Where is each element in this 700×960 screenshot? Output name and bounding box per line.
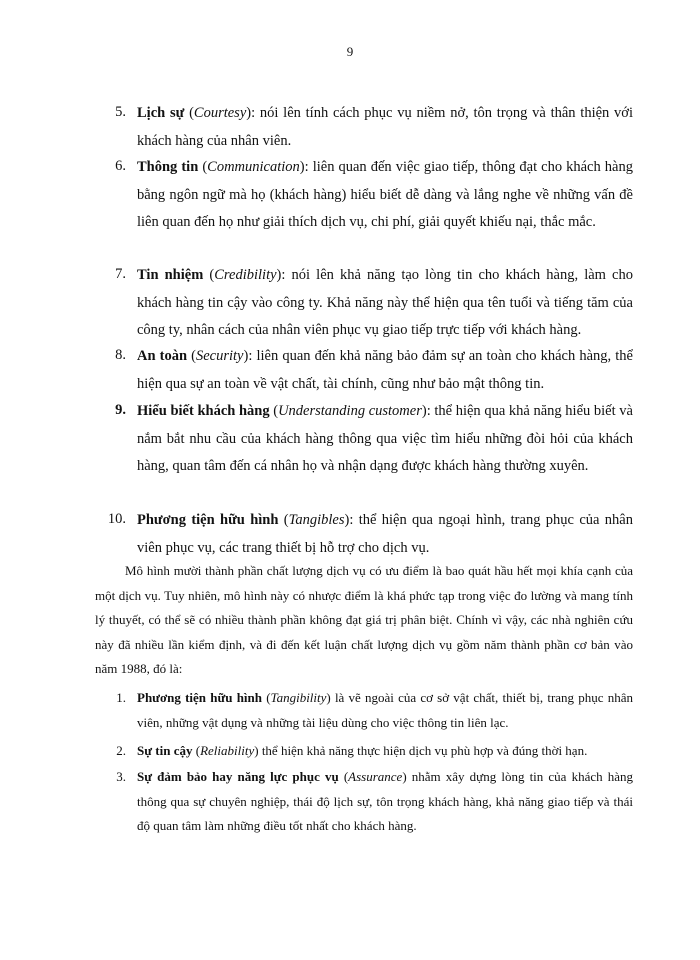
- item-number: 3.: [116, 769, 126, 784]
- item-description: ): thể hiện qua ngoại hình, trang phục của nhân viên phục vụ, các trang thiết bị hỗ trợ cho dịch vụ.: [137, 512, 633, 556]
- item-number: 1.: [116, 690, 126, 705]
- item-number: 7.: [115, 266, 126, 282]
- item-term: Tin nhiệm: [137, 267, 204, 283]
- item-description: ) nhằm xây dựng lòng tin của khách hàng thông qua sự chuyên nghiệp, thái độ lịch sự, tôn trọng khách hàng, khả năng giao tiếp và thái độ quan tâm làm những điều tốt nhất cho khách hàng.: [137, 769, 633, 834]
- item-term: Sự tin cậy: [137, 743, 193, 758]
- item-term-english: Courtesy: [193, 105, 247, 121]
- item-text: Lịch sự (Courtesy): nói lên tính cách phục vụ niềm nở, tôn trọng và thân thiện với khách hàng của nhân viên.: [137, 105, 633, 149]
- item-term: Thông tin: [137, 159, 199, 175]
- item-description: ) là vẽ ngoài của cơ sở vật chất, thiết bị, trang phục nhân viên, những vật dụng và những tài liệu dùng cho việc thông tin liên lạc.: [137, 690, 633, 730]
- item-description: ) thể hiện khả năng thực hiện dịch vụ phù hợp và đúng thời hạn.: [254, 743, 588, 758]
- item-description: ): liên quan đến việc giao tiếp, thông đạt cho khách hàng bằng ngôn ngữ mà họ (khách hàng) hiểu biết dễ dàng và lắng nghe về những vấn đề liên quan đến họ như giải thích dịch vụ, chi phí, giải quyết khiếu nại, thắc mắc.: [137, 159, 633, 230]
- item-text: Phương tiện hữu hình (Tangibles): thể hiện qua ngoại hình, trang phục của nhân viên phục vụ, các trang thiết bị hỗ trợ cho dịch vụ.: [137, 512, 633, 556]
- item-term-english: Reliability: [200, 743, 255, 758]
- item-number: 5.: [115, 104, 126, 120]
- item-number: 2.: [116, 743, 126, 758]
- item-term-english: Understanding customer: [278, 403, 422, 419]
- item-term-english: Security: [195, 348, 244, 364]
- item-text: Sự đảm bảo hay năng lực phục vụ (Assurance) nhằm xây dựng lòng tin của khách hàng thông qua sự chuyên nghiệp, thái độ lịch sự, tôn trọng khách hàng, khả năng giao tiếp và thái độ quan tâm làm những điều tốt nhất cho khách hàng.: [137, 769, 633, 834]
- item-description: ): thể hiện qua khả năng hiểu biết và nắm bắt nhu cầu của khách hàng thông qua việc tìm hiểu những đòi hỏi của khách hàng, quan tâm đến cá nhân họ và nhận dạng được khách hàng thường xuyên.: [137, 403, 633, 474]
- item-text: Thông tin (Communication): liên quan đến việc giao tiếp, thông đạt cho khách hàng bằng ngôn ngữ mà họ (khách hàng) hiểu biết dễ dàng và lắng nghe về những vấn đề liên quan đến họ như giải thích dịch vụ, chi phí, giải quyết khiếu nại, thắc mắc.: [137, 159, 633, 230]
- item-term-english: Communication: [207, 159, 300, 175]
- item-term-english: Credibility: [214, 267, 277, 283]
- item-description: ): nói lên khả năng tạo lòng tin cho khách hàng, làm cho khách hàng tin cậy vào công ty. Khả năng này thể hiện qua tên tuổi và tiếng tăm của công ty, nhân cách của nhân viên phục vụ giao tiếp trực tiếp với khách hàng.: [137, 267, 633, 338]
- item-term: Sự đảm bảo hay năng lực phục vụ: [137, 769, 339, 784]
- item-term-english: Tangibility: [270, 690, 327, 705]
- item-term: Hiểu biết khách hàng: [137, 403, 270, 419]
- item-number: 8.: [115, 347, 126, 363]
- item-text: An toàn (Security): liên quan đến khả năng bảo đảm sự an toàn cho khách hàng, thể hiện qua sự an toàn về vật chất, tài chính, cũng như bảo mật thông tin.: [137, 348, 633, 392]
- item-term: Phương tiện hữu hình: [137, 690, 263, 705]
- item-text: Phương tiện hữu hình (Tangibility) là vẽ ngoài của cơ sở vật chất, thiết bị, trang phục nhân viên, những vật dụng và những tài liệu dùng cho việc thông tin liên lạc.: [137, 690, 633, 730]
- item-number: 6.: [115, 158, 126, 174]
- item-term: Lịch sự: [137, 105, 185, 121]
- item-text: Hiểu biết khách hàng (Understanding customer): thể hiện qua khả năng hiểu biết và nắm bắt nhu cầu của khách hàng thông qua việc tìm hiểu những đòi hỏi của khách hàng, quan tâm đến cá nhân họ và nhận dạng được khách hàng thường xuyên.: [137, 403, 633, 474]
- item-term-english: Assurance: [348, 769, 403, 784]
- item-description: : nói lên tính cách phục vụ niềm nở, tôn trọng và thân thiện với khách hàng của nhân viên.: [137, 105, 633, 149]
- item-description: ): liên quan đến khả năng bảo đảm sự an toàn cho khách hàng, thể hiện qua sự an toàn về vật chất, tài chính, cũng như bảo mật thông tin.: [137, 348, 633, 392]
- summary-paragraph: Mô hình mười thành phần chất lượng dịch vụ có ưu điểm là bao quát hầu hết mọi khía cạnh của một dịch vụ. Tuy nhiên, mô hình này có nhược điểm là khá phức tạp trong việc đo lường và mang tính lý thuyết, có thể sẽ có nhiều thành phần không đạt giá trị phân biệt. Chính vì vậy, các nhà nghiên cứu này đã nhiều lần kiểm định, và đi đến kết luận chất lượng dịch vụ gồm năm thành phần cơ bản vào năm 1988, đó là:: [95, 563, 633, 677]
- item-term: An toàn: [137, 348, 188, 364]
- item-number: 9.: [115, 402, 126, 418]
- page-number: 9: [346, 44, 354, 59]
- item-number: 10.: [107, 511, 126, 527]
- item-term-english: Tangibles: [288, 512, 345, 528]
- item-text: Sự tin cậy (Reliability) thể hiện khả năng thực hiện dịch vụ phù hợp và đúng thời hạn.: [137, 743, 588, 758]
- item-text: Tin nhiệm (Credibility): nói lên khả năng tạo lòng tin cho khách hàng, làm cho khách hàng tin cậy vào công ty. Khả năng này thể hiện qua tên tuổi và tiếng tăm của công ty, nhân cách của nhân viên phục vụ giao tiếp trực tiếp với khách hàng.: [137, 267, 633, 338]
- item-term: Phương tiện hữu hình: [137, 512, 279, 528]
